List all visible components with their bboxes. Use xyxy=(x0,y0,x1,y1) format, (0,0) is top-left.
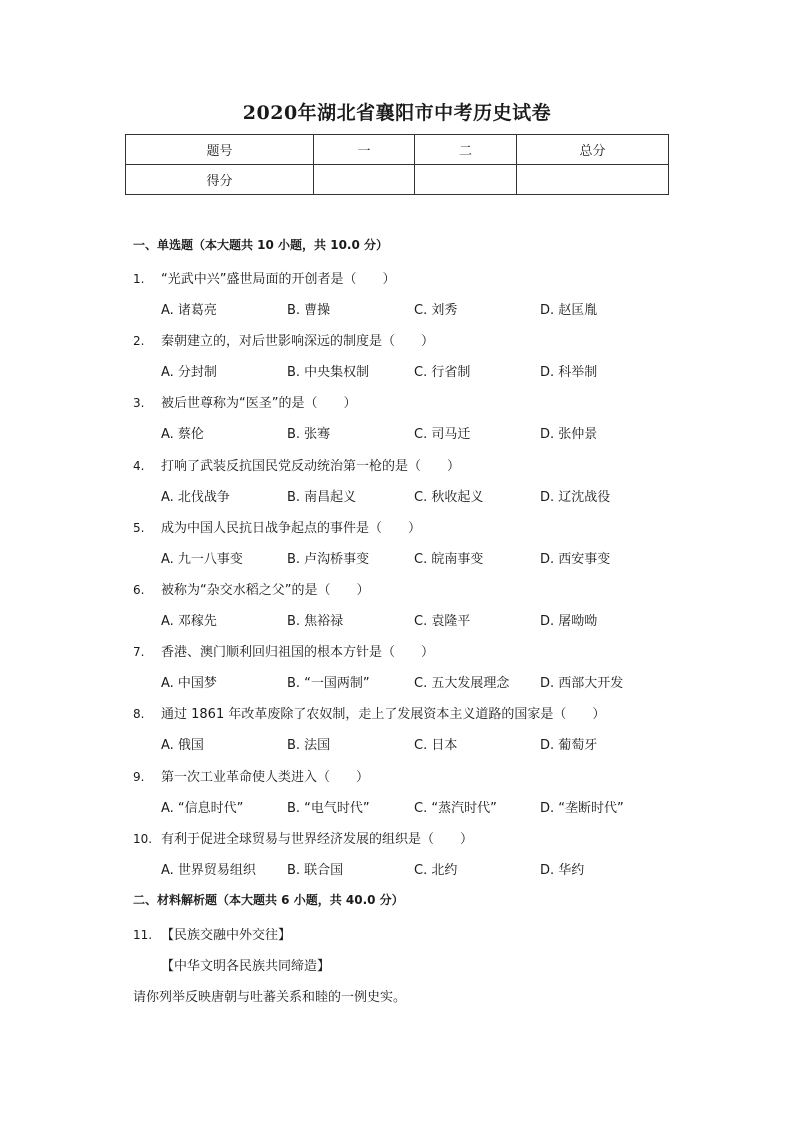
option-c[interactable]: C. 北约 xyxy=(414,862,458,878)
option-d[interactable]: D. 张仲景 xyxy=(540,427,598,443)
option-b[interactable]: B. 法国 xyxy=(287,738,331,754)
question-number: 11. xyxy=(133,928,153,942)
option-d[interactable]: D. 西安事变 xyxy=(540,551,611,567)
option-d[interactable]: D. 西部大开发 xyxy=(540,676,624,692)
option-a[interactable]: A. 分封制 xyxy=(161,365,217,381)
option-a[interactable]: A. “信息时代” xyxy=(161,800,244,816)
option-a[interactable]: A. 中国梦 xyxy=(161,676,217,692)
question-text: 香港、澳门顺利回归祖国的根本方针是（ ） xyxy=(161,645,435,661)
option-d[interactable]: D. 辽沈战役 xyxy=(540,489,611,505)
option-b[interactable]: B. “电气时代” xyxy=(287,800,370,816)
option-a[interactable]: A. 诸葛亮 xyxy=(161,303,217,318)
question-text: 第一次工业革命使人类进入（ ） xyxy=(161,769,370,785)
section-heading-material-analysis: 二、材料解析题（本大题共 6 小题，共 40.0 分） xyxy=(133,893,404,907)
question-7 xyxy=(133,641,434,660)
question-number: 6. xyxy=(133,583,145,597)
question-11-subheading: 【中华文明各民族共同缔造】 xyxy=(161,959,331,974)
question-2 xyxy=(133,330,434,349)
option-d[interactable]: D. 屠呦呦 xyxy=(540,614,598,629)
section-heading-single-choice: 一、单选题（本大题共 10 小题，共 10.0 分） xyxy=(133,238,389,252)
page-title: 2020年湖北省襄阳市中考历史试卷 xyxy=(242,102,552,124)
option-a[interactable]: A. 邓稼先 xyxy=(161,614,217,629)
option-c[interactable]: C. 袁隆平 xyxy=(414,614,471,629)
question-text: 有利于促进全球贸易与世界经济发展的组织是（ ） xyxy=(161,831,474,847)
option-b[interactable]: B. 曹操 xyxy=(287,303,331,318)
question-4 xyxy=(133,455,460,474)
question-text: 被称为“杂交水稻之父”的是（ ） xyxy=(161,583,370,598)
question-11 xyxy=(133,924,291,943)
option-b[interactable]: B. 卢沟桥事变 xyxy=(287,551,370,567)
option-d[interactable]: D. 赵匡胤 xyxy=(540,303,598,318)
score-cell[interactable] xyxy=(415,165,517,195)
question-8 xyxy=(133,703,605,722)
option-c[interactable]: C. 行省制 xyxy=(414,365,471,381)
score-header-cell: 题号 xyxy=(126,135,314,165)
score-row-label: 得分 xyxy=(126,165,314,195)
question-number: 1. xyxy=(133,272,145,286)
option-b[interactable]: B. 联合国 xyxy=(287,862,344,878)
option-a[interactable]: A. 蔡伦 xyxy=(161,427,204,443)
score-header-cell: 总分 xyxy=(517,135,669,165)
score-header-cell: 一 xyxy=(314,135,415,165)
option-d[interactable]: D. 科举制 xyxy=(540,365,598,381)
option-c[interactable]: C. 刘秀 xyxy=(414,303,458,318)
option-c[interactable]: C. 日本 xyxy=(414,738,458,754)
question-9 xyxy=(133,766,369,785)
question-number: 2. xyxy=(133,334,145,349)
option-c[interactable]: C. “蒸汽时代” xyxy=(414,800,497,816)
option-c[interactable]: C. 皖南事变 xyxy=(414,551,484,567)
question-number: 5. xyxy=(133,520,145,535)
question-number: 4. xyxy=(133,458,145,473)
question-11-heading: 【民族交融中外交往】 xyxy=(161,928,292,943)
option-b[interactable]: B. 焦裕禄 xyxy=(287,614,344,629)
option-c[interactable]: C. 五大发展理念 xyxy=(414,676,510,692)
option-c[interactable]: C. 秋收起义 xyxy=(414,489,484,505)
score-header-cell: 二 xyxy=(415,135,517,165)
question-number: 9. xyxy=(133,769,145,784)
question-6 xyxy=(133,579,369,598)
question-1 xyxy=(133,268,395,287)
option-b[interactable]: B. 张骞 xyxy=(287,427,331,443)
option-a[interactable]: A. 九一八事变 xyxy=(161,551,243,567)
question-text: 通过 1861 年改革废除了农奴制，走上了发展资本主义道路的国家是（ ） xyxy=(161,707,606,723)
option-d[interactable]: D. 华约 xyxy=(540,862,585,878)
question-text: 打响了武装反抗国民党反动统治第一枪的是（ ） xyxy=(161,458,461,474)
question-text: 被后世尊称为“医圣”的是（ ） xyxy=(161,396,357,412)
question-number: 3. xyxy=(133,396,145,411)
question-text: 秦朝建立的，对后世影响深远的制度是（ ） xyxy=(161,334,435,350)
question-number: 7. xyxy=(133,645,145,660)
question-text: 成为中国人民抗日战争起点的事件是（ ） xyxy=(161,520,422,536)
option-b[interactable]: B. 南昌起义 xyxy=(287,489,357,505)
question-5 xyxy=(133,517,421,536)
option-d[interactable]: D. 葡萄牙 xyxy=(540,738,598,754)
option-b[interactable]: B. 中央集权制 xyxy=(287,365,370,381)
question-11-prompt: 请你列举反映唐朝与吐蕃关系和睦的一例史实。 xyxy=(133,990,407,1005)
option-b[interactable]: B. “一国两制” xyxy=(287,676,370,692)
option-a[interactable]: A. 北伐战争 xyxy=(161,489,230,505)
option-d[interactable]: D. “垄断时代” xyxy=(540,800,624,816)
question-number: 8. xyxy=(133,707,145,722)
question-number: 10. xyxy=(133,831,153,846)
question-3 xyxy=(133,392,356,411)
question-text: “光武中兴”盛世局面的开创者是（ ） xyxy=(161,272,396,287)
score-table xyxy=(125,134,669,195)
score-cell[interactable] xyxy=(314,165,415,195)
score-cell[interactable] xyxy=(517,165,669,195)
option-c[interactable]: C. 司马迁 xyxy=(414,427,471,443)
question-10 xyxy=(133,828,473,847)
score-table-header-row xyxy=(126,135,669,165)
option-a[interactable]: A. 世界贸易组织 xyxy=(161,862,256,878)
score-table-score-row xyxy=(126,165,669,195)
option-a[interactable]: A. 俄国 xyxy=(161,738,204,754)
